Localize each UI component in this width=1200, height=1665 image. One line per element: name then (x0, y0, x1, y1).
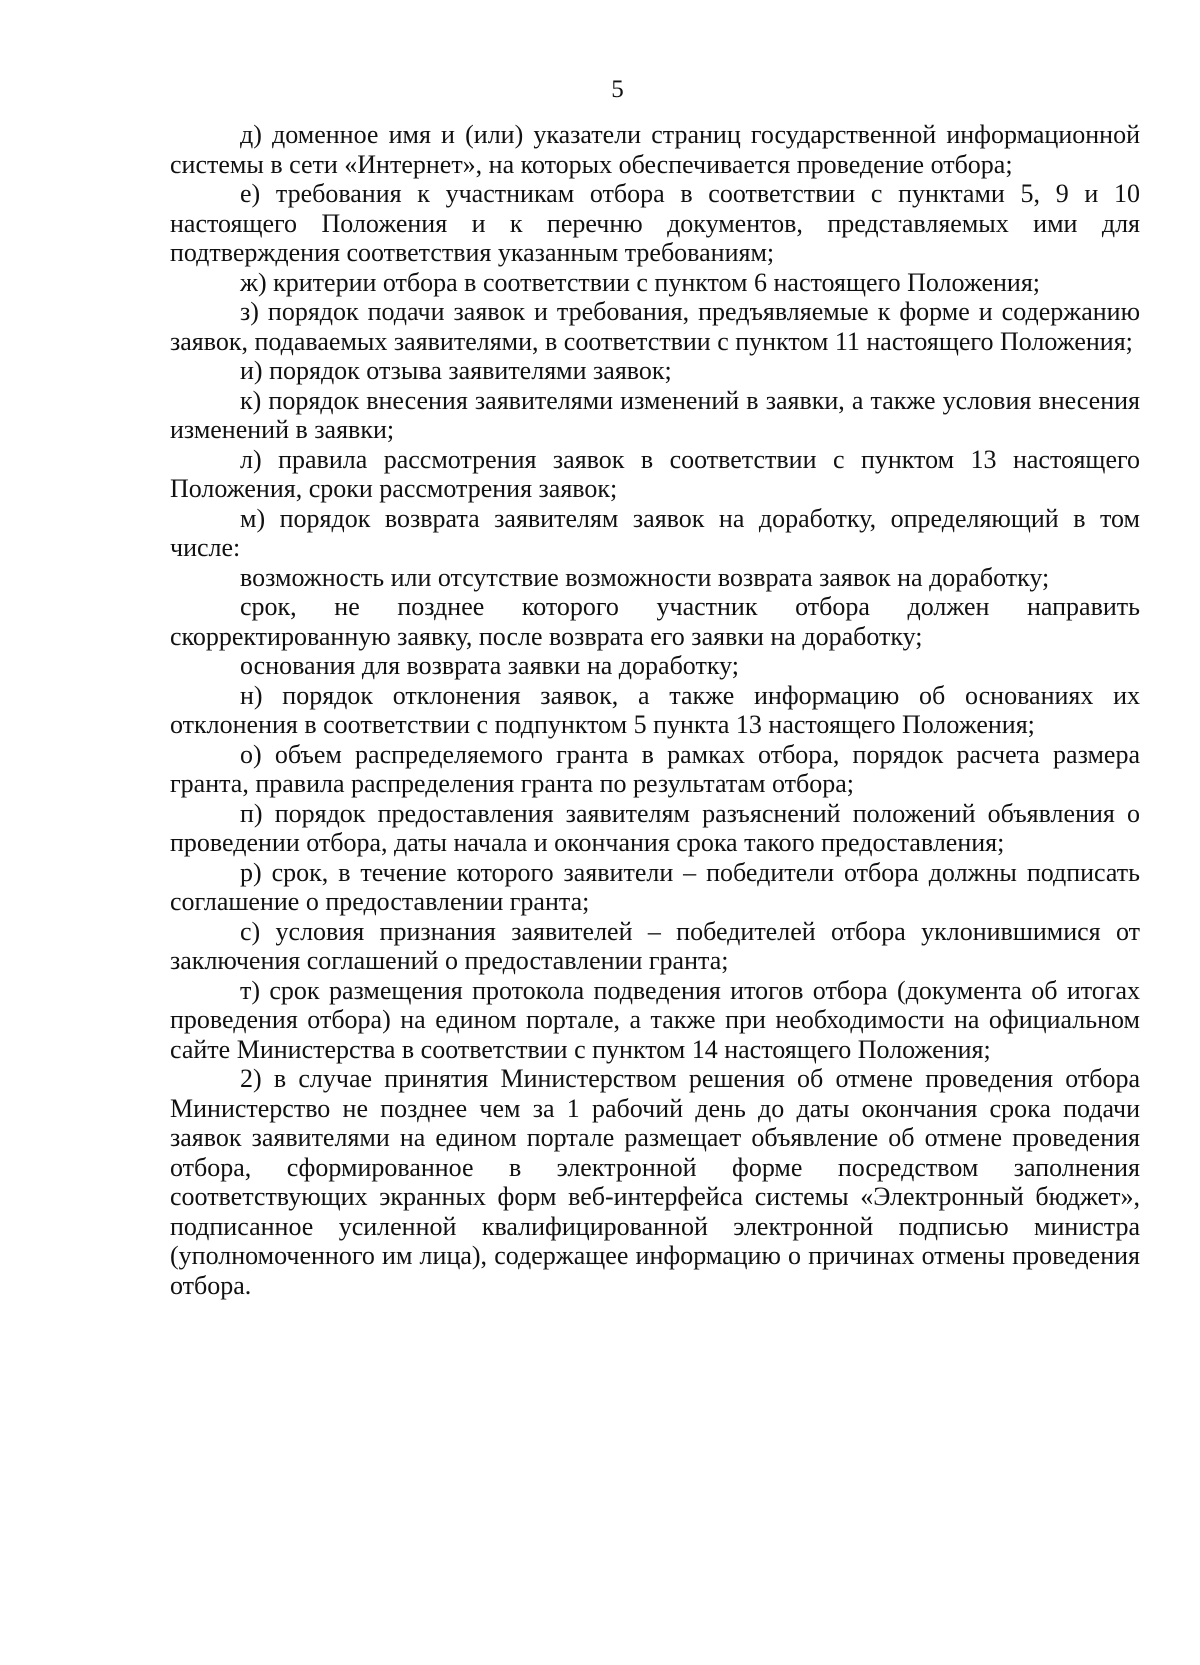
paragraph-p: п) порядок предоставления заявителям разъяснений положений объявления о проведении отбора, даты начала и окончания срока такого предоставления; (170, 798, 1140, 857)
paragraph-2: 2) в случае принятия Министерством решения об отмене проведения отбора Министерство не позднее чем за 1 рабочий день до даты окончания срока подачи заявок заявителями на едином портале размещает объявление об отмене проведения отбора, сформированное в электронной форме посредством заполнения соответствующих экранных форм веб-интерфейса системы «Электронный бюджет», подписанное усиленной квалифицированной электронной подписью министра (уполномоченного им лица), содержащее информацию о причинах отмены проведения отбора. (170, 1064, 1140, 1300)
document-body (170, 120, 1140, 1300)
paragraph-l: л) правила рассмотрения заявок в соответствии с пунктом 13 настоящего Положения, сроки рассмотрения заявок; (170, 444, 1140, 503)
paragraph-m-item-1: возможность или отсутствие возможности возврата заявок на доработку; (240, 562, 1050, 592)
paragraph-t: т) срок размещения протокола подведения итогов отбора (документа об итогах проведения отбора) на едином портале, а также при необходимости на официальном сайте Министерства в соответствии с пунктом 14 настоящего Положения; (170, 975, 1140, 1064)
page-number: 5 (611, 76, 624, 103)
paragraph-m-item-2: срок, не позднее которого участник отбора должен направить скорректированную заявку, после возврата его заявки на доработку; (170, 592, 1140, 651)
paragraph-zh: ж) критерии отбора в соответствии с пунктом 6 настоящего Положения; (240, 267, 1040, 297)
paragraph-s: с) условия признания заявителей – победителей отбора уклонившимися от заключения соглашений о предоставлении гранта; (170, 916, 1140, 975)
paragraph-r: р) срок, в течение которого заявители – победители отбора должны подписать соглашение о предоставлении гранта; (170, 857, 1140, 916)
paragraph-n: н) порядок отклонения заявок, а также информацию об основаниях их отклонения в соответствии с подпунктом 5 пункта 13 настоящего Положения; (170, 680, 1140, 739)
paragraph-e: е) требования к участникам отбора в соответствии с пунктами 5, 9 и 10 настоящего Положения и к перечню документов, представляемых ими для подтверждения соответствия указанным требованиям; (170, 179, 1140, 267)
paragraph-d: д) доменное имя и (или) указатели страниц государственной информационной системы в сети «Интернет», на которых обеспечивается проведение отбора; (170, 120, 1140, 179)
paragraph-m: м) порядок возврата заявителям заявок на доработку, определяющий в том числе: (170, 503, 1140, 562)
paragraph-m-item-3: основания для возврата заявки на доработку; (240, 651, 739, 680)
paragraph-o: о) объем распределяемого гранта в рамках отбора, порядок расчета размера гранта, правила распределения гранта по результатам отбора; (170, 739, 1140, 798)
paragraph-k: к) порядок внесения заявителями изменений в заявки, а также условия внесения изменений в заявки; (170, 385, 1140, 444)
paragraph-z: з) порядок подачи заявок и требования, предъявляемые к форме и содержанию заявок, подаваемых заявителями, в соответствии с пунктом 11 настоящего Положения; (170, 297, 1140, 356)
paragraph-i: и) порядок отзыва заявителями заявок; (240, 356, 672, 385)
